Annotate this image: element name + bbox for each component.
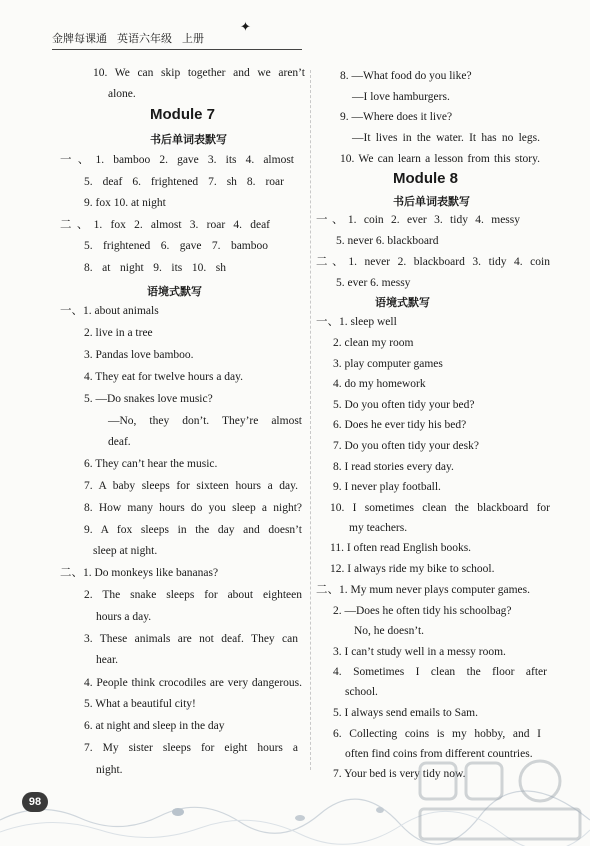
book-title: 金牌每课通 (52, 32, 107, 45)
answer-line: 2. live in a tree (84, 327, 153, 339)
answer-line: 10. We can learn a lesson from this story. (340, 153, 540, 165)
answer-line: often find coins from different countries. (345, 748, 533, 760)
answer-line: sleep at night. (93, 545, 158, 557)
answer-line: 3. These animals are not deaf. They can (84, 633, 298, 645)
answer-line: 9. I never play football. (333, 481, 441, 493)
answer-line: 11. I often read English books. (330, 542, 472, 554)
answer-line: 10. I sometimes clean the blackboard for (330, 502, 550, 514)
answer-line: 8. —What food do you like? (340, 70, 472, 82)
answer-line: 8. at night 9. its 10. sh (84, 262, 226, 274)
module-7-title: Module 7 (150, 106, 216, 123)
answer-line: 5. deaf 6. frightened 7. sh 8. roar (84, 176, 284, 188)
answer-line: 9. fox 10. at night (84, 197, 166, 209)
column-divider (310, 70, 311, 770)
answer-line: 5. never 6. blackboard (336, 235, 439, 247)
answer-line: 5. I always send emails to Sam. (333, 707, 479, 719)
answer-line: 一、1. bamboo 2. gave 3. its 4. almost (60, 154, 294, 166)
answer-line: 5. Do you often tidy your bed? (333, 399, 475, 411)
answer-line: 4. Sometimes I clean the floor after (333, 666, 547, 678)
answer-line: 二、1. fox 2. almost 3. roar 4. deaf (60, 219, 270, 231)
answer-line: 2. clean my room (333, 337, 414, 349)
header-text (52, 20, 292, 48)
answer-line: hear. (96, 654, 119, 666)
left-section-b-title: 语境式默写 (147, 285, 202, 298)
left-section-a-title: 书后单词表默写 (150, 133, 227, 146)
answer-line: hours a day. (96, 611, 152, 623)
answer-line: 7. Your bed is very tidy now. (333, 768, 466, 780)
answer-line: 二、1. Do monkeys like bananas? (60, 567, 219, 579)
volume-label: 上册 (182, 32, 204, 45)
answer-line: 6. Collecting coins is my hobby, and I (333, 728, 541, 740)
answer-line: 3. play computer games (333, 358, 443, 370)
answer-line: 4. People think crocodiles are very dangerous. (84, 677, 302, 689)
answer-line: 一、1. coin 2. ever 3. tidy 4. messy (316, 214, 520, 226)
answer-line: school. (345, 686, 378, 698)
answer-line: —No, they don’t. They’re almost (108, 415, 302, 427)
answer-line: 6. Does he ever tidy his bed? (333, 419, 467, 431)
answer-line: 二、1. My mum never plays computer games. (316, 584, 530, 596)
answer-line: 7. Do you often tidy your desk? (333, 440, 479, 452)
answer-line: No, he doesn’t. (354, 625, 425, 637)
answer-line: —It lives in the water. It has no legs. (352, 132, 540, 144)
right-section-a-title: 书后单词表默写 (393, 195, 470, 208)
answer-line: 3. I can’t study well in a messy room. (333, 646, 506, 658)
watermark-logo (410, 755, 590, 845)
answer-line: 3. Pandas love bamboo. (84, 349, 194, 361)
answer-line: —I love hamburgers. (352, 91, 450, 103)
sparkle-icon: ✦ (240, 20, 251, 35)
answer-line: 10. We can skip together and we aren’t (93, 67, 305, 79)
answer-line: 5. ever 6. messy (336, 277, 411, 289)
answer-line: 5. frightened 6. gave 7. bamboo (84, 240, 268, 252)
right-section-b-title: 语境式默写 (375, 296, 430, 309)
answer-line: 2. —Does he often tidy his schoolbag? (333, 605, 512, 617)
answer-line: 6. at night and sleep in the day (84, 720, 225, 732)
answer-line: my teachers. (349, 522, 408, 534)
answer-line: 2. The snake sleeps for about eighteen (84, 589, 302, 601)
answer-line: 9. —Where does it live? (340, 111, 453, 123)
answer-line: 12. I always ride my bike to school. (330, 563, 495, 575)
answer-line: 8. How many hours do you sleep a night? (84, 502, 302, 514)
answer-line: alone. (108, 88, 136, 100)
page-number: 98 (22, 792, 48, 812)
subject-label: 英语六年级 (117, 32, 172, 45)
answer-line: 一、1. about animals (60, 305, 159, 317)
answer-line: 5. What a beautiful city! (84, 698, 196, 710)
answer-line: 9. A fox sleeps in the day and doesn’t (84, 524, 302, 536)
answer-line: 7. A baby sleeps for sixteen hours a day. (84, 480, 298, 492)
answer-line: 4. do my homework (333, 378, 426, 390)
answer-line: 4. They eat for twelve hours a day. (84, 371, 244, 383)
answer-line: 一、1. sleep well (316, 316, 397, 328)
module-8-title: Module 8 (393, 170, 459, 187)
answer-line: 二、1. never 2. blackboard 3. tidy 4. coin (316, 256, 550, 268)
answer-line: 5. —Do snakes love music? (84, 393, 213, 405)
answer-line: night. (96, 764, 123, 776)
answer-line: 8. I read stories every day. (333, 461, 454, 473)
answer-line: deaf. (108, 436, 131, 448)
header-rule (52, 49, 302, 50)
answer-line: 7. My sister sleeps for eight hours a (84, 742, 298, 754)
answer-line: 6. They can’t hear the music. (84, 458, 218, 470)
